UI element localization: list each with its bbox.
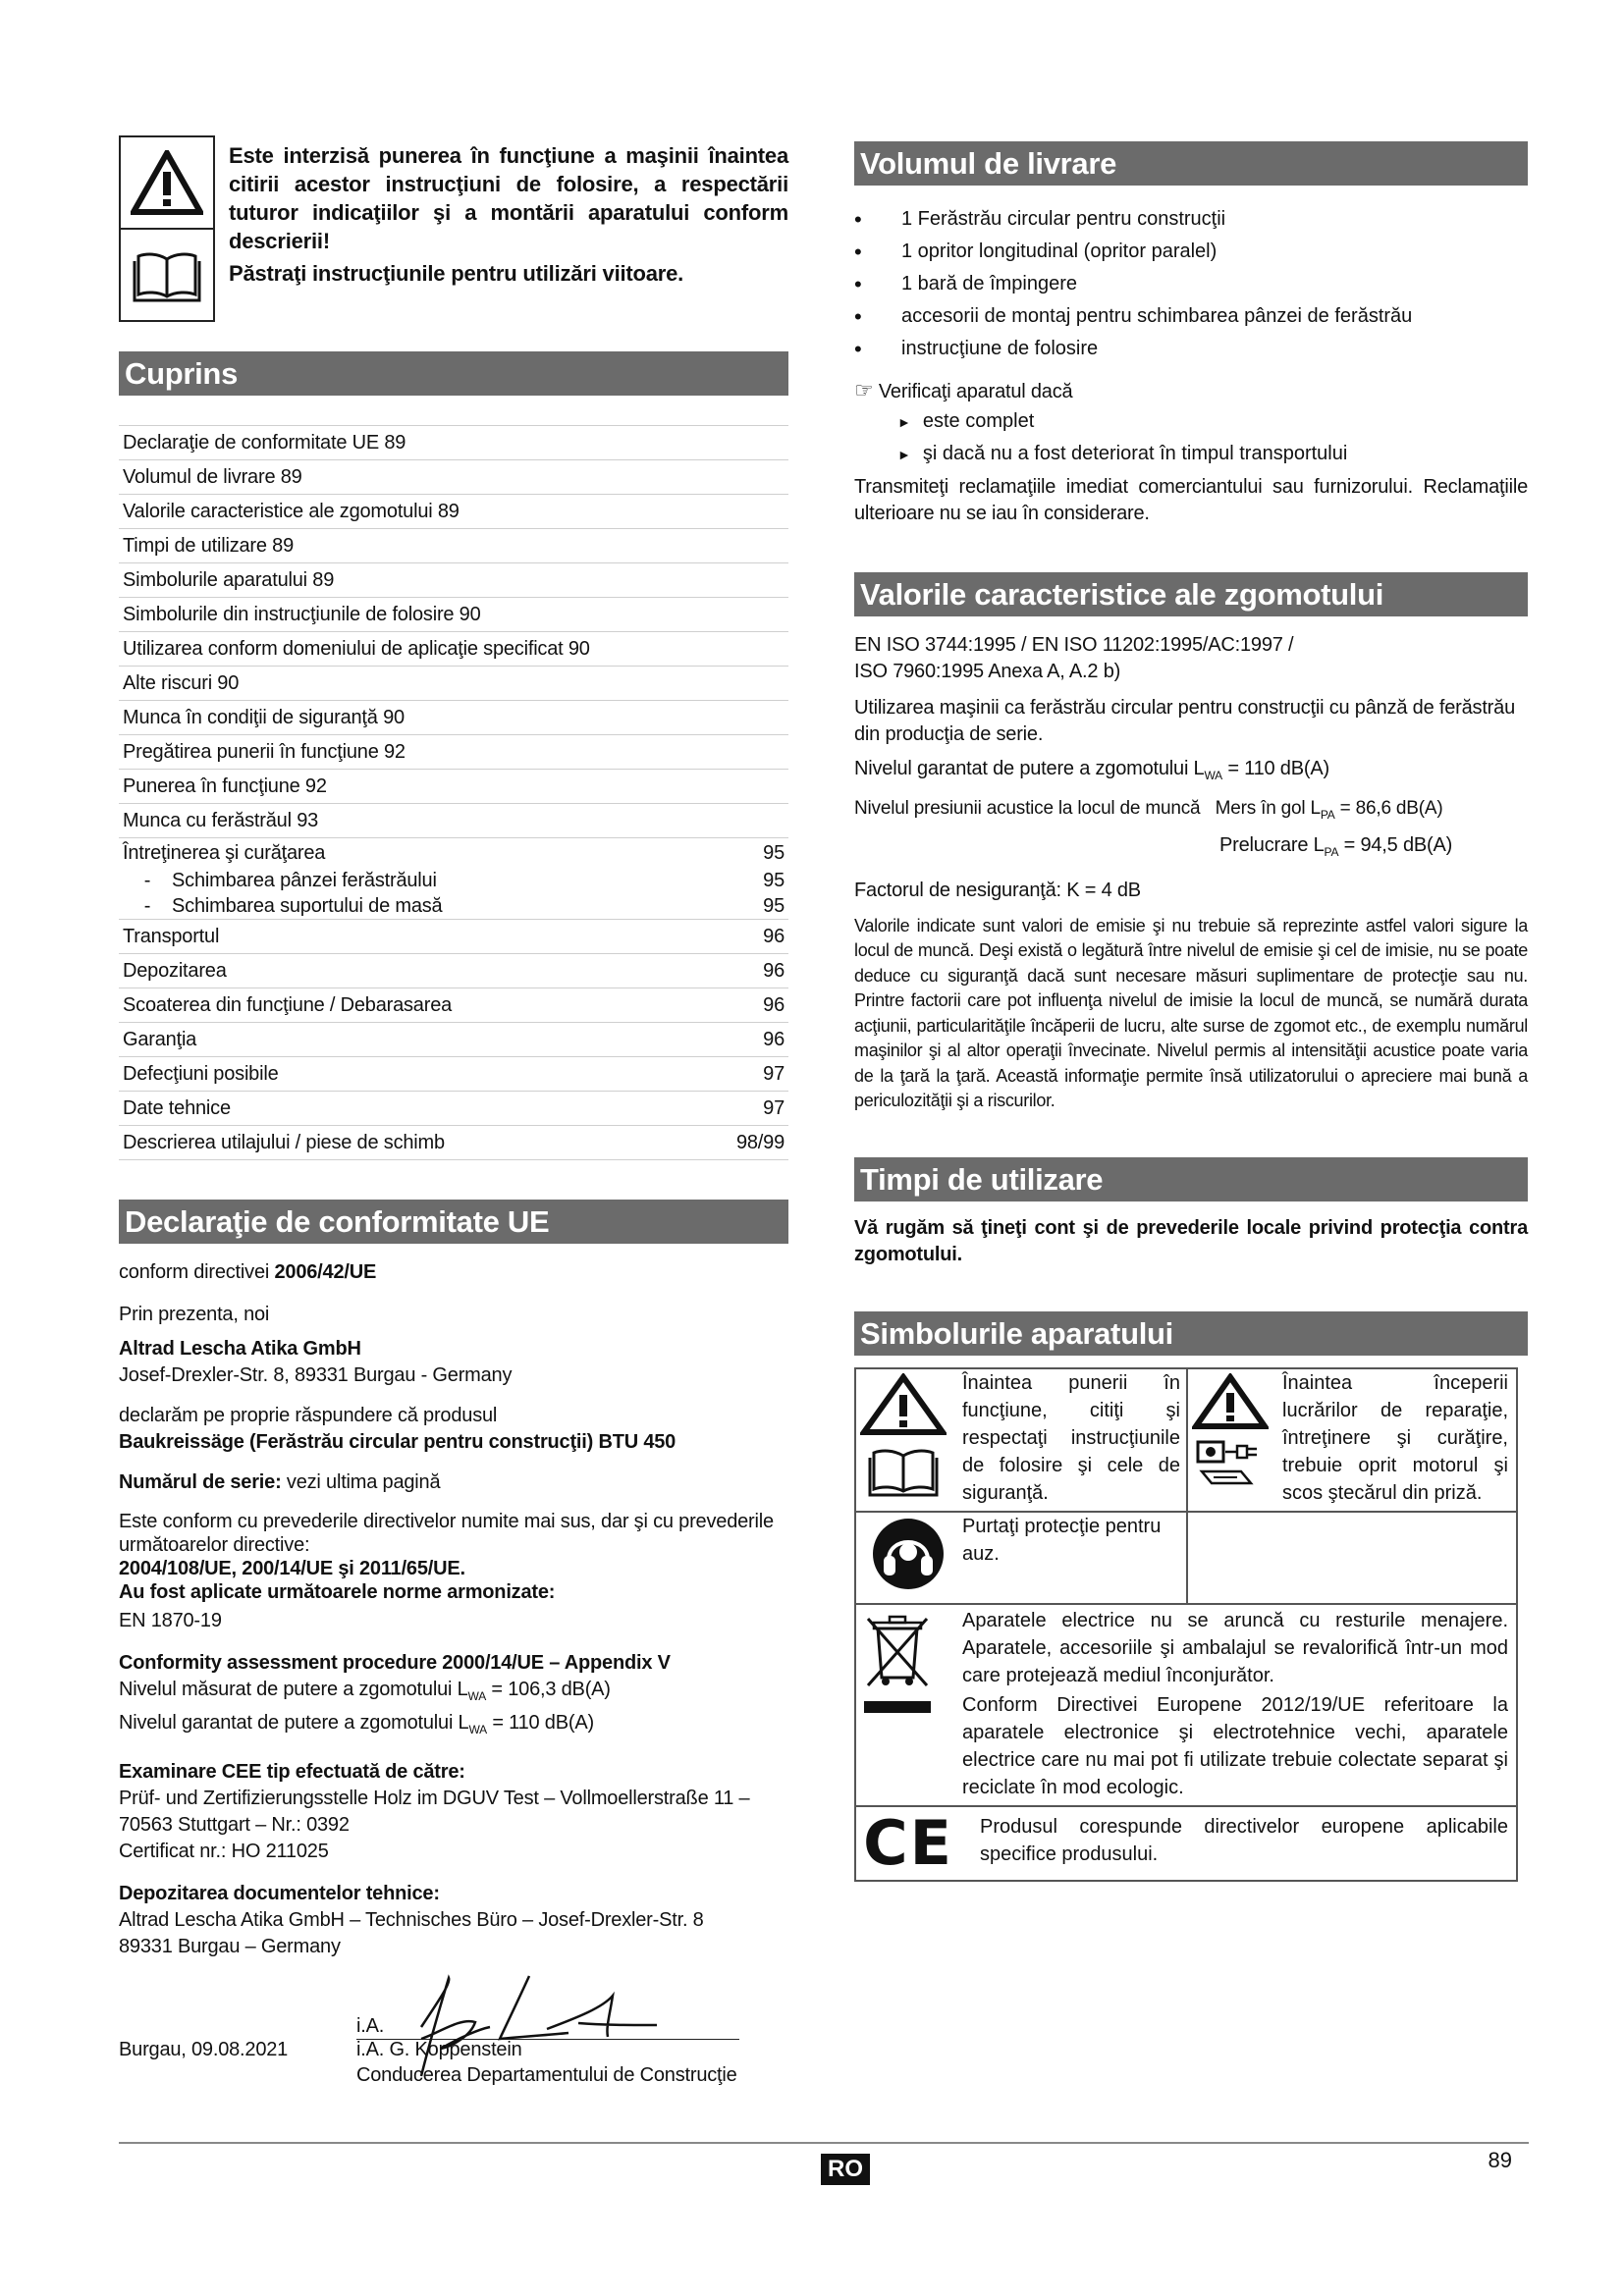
manual-book-icon	[133, 247, 201, 302]
toc-row[interactable]: Pregătirea punerii în funcţiune 92	[119, 734, 788, 769]
toc-row[interactable]: Munca în condiţii de siguranţă 90	[119, 700, 788, 734]
signature-block	[119, 1968, 788, 2091]
toc-subrow[interactable]: - Schimbarea suportului de masă 95	[143, 895, 785, 917]
list-item: • accesorii de montaj pentru schimbarea pânzei de ferăstrău	[854, 300, 1528, 333]
noise-pressure-idle: Nivelul presiunii acustice la locul de muncă Mers în gol $L_{PA} = 86,6$ dB(A)	[854, 798, 1443, 822]
noise-standard: EN ISO 3744:1995 / EN ISO 11202:1995/AC:1997 /	[854, 634, 1294, 656]
directives-list: 2004/108/UE, 200/14/UE şi 2011/65/UE.	[119, 1558, 465, 1579]
warning-text: Este interzisă punerea în funcţiune a maşinii înaintea citirii acestor instrucţiuni de folosire, a respectării tuturor indicaţiilor şi a montării aparatului conform descrierii!	[229, 143, 788, 253]
warning-icons	[119, 135, 215, 322]
symbols-title: Simbolurile aparatului	[854, 1311, 1528, 1356]
check-line: ☞ Verificaţi aparatul dacă	[854, 378, 1073, 402]
complaint-text: Transmiteţi reclamaţiile imediat comerciantului sau furnizorului. Reclamaţiile ulterioare nu se iau în considerare.	[854, 476, 1528, 524]
toc-row[interactable]: Descrierea utilajului / piese de schimb 98/99	[119, 1125, 788, 1160]
measured-noise: Nivelul măsurat de putere a zgomotului $L_{WA} = 106,3$ dB(A)	[119, 1679, 611, 1703]
footer-divider	[119, 2142, 1529, 2144]
list-item: • 1 opritor longitudinal (opritor paralel)	[854, 236, 1528, 268]
toc-row[interactable]: Timpi de utilizare 89	[119, 528, 788, 562]
warning-keep-text: Păstraţi instrucţiunile pentru utilizări viitoare.	[229, 261, 684, 286]
product-name: Baukreissäge (Ferăstrău circular pentru construcţii) BTU 450	[119, 1431, 677, 1453]
check-list	[854, 405, 1528, 470]
declaration-title: Declaraţie de conformitate UE	[119, 1200, 788, 1244]
declaration-conform: Este conform cu prevederile directivelor numite mai sus, dar şi cu prevederile următoarelor directive:	[119, 1511, 774, 1556]
toc-row[interactable]: Scoaterea din funcţiune / Debarasarea 96	[119, 988, 788, 1022]
norms-label: Au fost aplicate următoarele norme armonizate:	[119, 1581, 556, 1603]
symbol-weee-text: Aparatele electrice nu se aruncă cu resturile menajere. Aparatele, accesoriile şi ambalajul se revalorifică într-un mod care protejează mediul înconjurător.	[962, 1609, 1508, 1686]
symbol-ce-text: Produsul corespunde directivelor europene aplicabile specifice produsului.	[960, 1806, 1517, 1881]
exam-line: Prüf- und Zertifizierungsstelle Holz im DGUV Test – Vollmoellerstraße 11 –	[119, 1788, 750, 1809]
usage-times-title: Timpi de utilizare	[854, 1157, 1528, 1201]
exam-line: 70563 Stuttgart – Nr.: 0392	[119, 1814, 350, 1836]
toc-row[interactable]: Punerea în funcţiune 92	[119, 769, 788, 803]
toc-row[interactable]: Valorile caracteristice ale zgomotului 89	[119, 494, 788, 528]
ear-protection-icon	[871, 1517, 946, 1591]
symbol-read-text: Înaintea punerii în funcţiune, citiţi şi respectaţi instrucţiunile de folosire şi cele de siguranţă.	[960, 1368, 1187, 1512]
toc-row[interactable]: Utilizarea conform domeniului de aplicaţie specificat 90	[119, 631, 788, 666]
noise-usage: Utilizarea maşinii ca ferăstrău circular pentru construcţii cu pânză de ferăstrău din producţia de serie.	[854, 697, 1515, 745]
pointing-hand-icon: ☞	[854, 378, 874, 402]
exam-line: Certificat nr.: HO 211025	[119, 1841, 329, 1862]
place-date: Burgau, 09.08.2021	[119, 2039, 289, 2060]
left-column	[119, 135, 788, 2091]
toc-row[interactable]: Întreţinerea şi curăţarea 95	[119, 837, 788, 868]
table-of-contents	[119, 425, 788, 1160]
noise-guaranteed: Nivelul garantat de putere a zgomotului $L_{WA} = 110$ dB(A)	[854, 758, 1329, 782]
unplug-icon	[1192, 1438, 1269, 1493]
toc-row[interactable]: Declaraţie de conformitate UE 89	[119, 425, 788, 459]
company-name: Altrad Lescha Atika GmbH	[119, 1338, 361, 1360]
noise-note: Valorile indicate sunt valori de emisie şi nu trebuie să reprezinte astfel valori sigure la locul de muncă. Deşi există o legătură între nivelul de emisie şi cel de imisie, nu se poate deduce cu siguranţă dacă sunt necesare măsuri suplimentare de protecţie sau nu. Printre factorii care pot influenţa nivelul de imisie la locul de muncă, se numără durata acţiunii, particularităţile încăperii de lucru, alte surse de zgomot etc., de exemplu numărul maşinilor şi al altor operaţii învecinate. Nivelul permis al intensităţii acustice poate varia de la ţară la ţară. Această informaţie permite însă utilizatorului o apreciere mai bună a periculozităţii şi a riscurilor.	[854, 915, 1528, 1111]
handwritten-signature	[382, 1968, 716, 2081]
ia-label: i.A.	[356, 2015, 385, 2037]
toc-row[interactable]: Volumul de livrare 89	[119, 459, 788, 494]
exam-label: Examinare CEE tip efectuată de către:	[119, 1761, 465, 1783]
serial-number: Numărul de serie: vezi ultima pagină	[119, 1471, 441, 1493]
delivery-title: Volumul de livrare	[854, 141, 1528, 186]
declaration-declare: declarăm pe proprie răspundere că produsul	[119, 1405, 498, 1426]
declaration-intro: Prin prezenta, noi	[119, 1304, 270, 1325]
noise-body	[854, 632, 1528, 1114]
docs-label: Depozitarea documentelor tehnice:	[119, 1883, 440, 1904]
right-column	[854, 135, 1528, 1882]
language-badge: RO	[821, 2154, 870, 2185]
docs-line: 89331 Burgau – Germany	[119, 1936, 341, 1957]
toc-row[interactable]: Defecţiuni posibile 97	[119, 1056, 788, 1091]
docs-line: Altrad Lescha Atika GmbH – Technisches Büro – Josef-Drexler-Str. 8	[119, 1909, 704, 1931]
symbol-repair-text: Înaintea începerii lucrărilor de reparaţie, întreţinere şi curăţire, trebuie oprit motorul şi scos ştecărul din priză.	[1280, 1368, 1517, 1512]
arrow-icon: ►	[897, 414, 911, 430]
arrow-icon: ►	[897, 447, 911, 462]
noise-pressure-process: Prelucrare $L_{PA} = 94,5$ dB(A)	[1219, 833, 1453, 859]
company-address: Josef-Drexler-Str. 8, 89331 Burgau - Germany	[119, 1364, 513, 1386]
toc-row[interactable]: Depozitarea 96	[119, 953, 788, 988]
delivery-list	[854, 203, 1528, 365]
list-item: • instrucţiune de folosire	[854, 333, 1528, 365]
norm-value: EN 1870-19	[119, 1610, 222, 1631]
signatory-name: i.A. G. Koppenstein	[356, 2039, 522, 2060]
warning-triangle-icon	[131, 150, 203, 215]
declaration-body	[119, 1259, 788, 2091]
toc-row[interactable]: Garanţia 96	[119, 1022, 788, 1056]
toc-subrow[interactable]: - Schimbarea pânzei ferăstrăului 95	[143, 870, 785, 891]
signatory-role: Conducerea Departamentului de Construcţie	[356, 2064, 737, 2086]
list-item: ► este complet	[897, 410, 1035, 432]
page-number: 89	[1488, 2148, 1512, 2172]
noise-standard: ISO 7960:1995 Anexa A, A.2 b)	[854, 661, 1121, 682]
list-item: • 1 bară de împingere	[854, 268, 1528, 300]
toc-row[interactable]: Transportul 96	[119, 919, 788, 953]
noise-title: Valorile caracteristice ale zgomotului	[854, 572, 1528, 616]
toc-row[interactable]: Date tehnice 97	[119, 1091, 788, 1125]
weee-bin-icon	[860, 1611, 935, 1719]
toc-row[interactable]: Munca cu ferăstrăul 93	[119, 803, 788, 837]
toc-row[interactable]: Simbolurile din instrucţiunile de folosire 90	[119, 597, 788, 631]
ce-mark-icon: CE	[863, 1806, 953, 1879]
list-item: • 1 Ferăstrău circular pentru construcţii	[854, 203, 1528, 236]
symbols-table	[854, 1367, 1518, 1882]
usage-times-text: Vă rugăm să ţineţi cont şi de prevederile locale privind protecţia contra zgomotului.	[854, 1216, 1528, 1265]
assessment-procedure: Conformity assessment procedure 2000/14/UE – Appendix V	[119, 1652, 671, 1674]
list-item: ► şi dacă nu a fost deteriorat în timpul transportului	[897, 443, 1348, 464]
declaration-directive: conform directivei 2006/42/UE	[119, 1261, 377, 1283]
toc-row[interactable]: Simbolurile aparatului 89	[119, 562, 788, 597]
warning-box	[119, 135, 788, 322]
manual-book-icon	[860, 1444, 947, 1499]
symbol-weee-directive: Conform Directivei Europene 2012/19/UE referitoare la aparatele electronice şi electrotehnice vechi, aparatele electrice care nu mai pot fi utilizate trebuie colectate separat şi reciclate în mod ecologic.	[962, 1693, 1508, 1798]
warning-triangle-icon	[860, 1373, 947, 1436]
guaranteed-noise: Nivelul garantat de putere a zgomotului $L_{WA} = 110$ dB(A)	[119, 1712, 594, 1736]
toc-title: Cuprins	[119, 351, 788, 396]
warning-triangle-icon	[1192, 1373, 1269, 1430]
uncertainty-factor: Factorul de nesiguranţă: K = 4 dB	[854, 879, 1141, 901]
toc-row[interactable]: Alte riscuri 90	[119, 666, 788, 700]
symbol-ear-text: Purtaţi protecţie pentru auz.	[960, 1512, 1187, 1604]
